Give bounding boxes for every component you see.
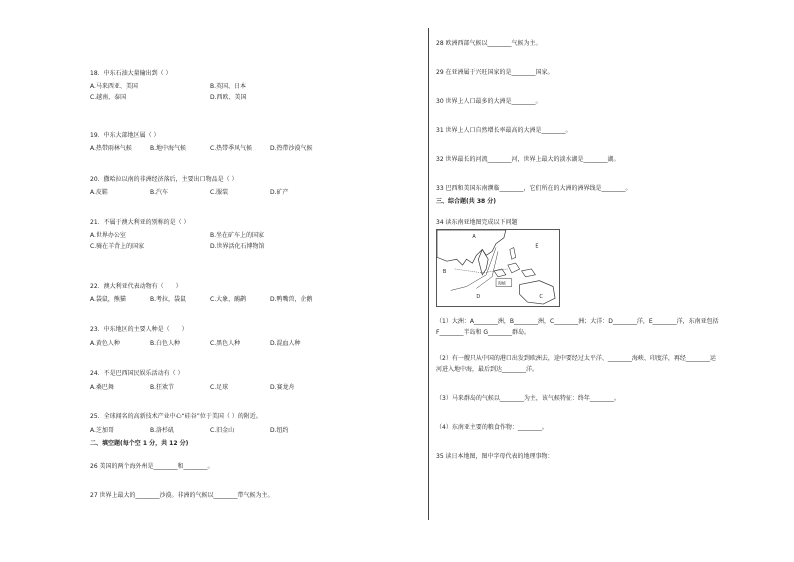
option-19-b: B.地中海气候 bbox=[150, 145, 187, 152]
question-30: 30 世界上人口最多的大洲是________。 bbox=[436, 98, 542, 105]
question-24: 24．不是巴西国民娱乐活动有（ ） bbox=[90, 370, 184, 377]
question-18: 18．中东石油大量输出到（ ） bbox=[90, 70, 172, 77]
question-19: 19．中东大部地区属（ ） bbox=[90, 132, 160, 139]
map-label-a: A bbox=[472, 233, 476, 240]
option-21-b: B.坐在矿车上的国家 bbox=[210, 232, 265, 239]
question-20: 20．撒哈拉以南的非洲经济落后，主要出口物品是（ ） bbox=[90, 176, 238, 183]
question-27: 27 世界上最大的________沙漠。非洲的气候以________带气候为主。 bbox=[90, 492, 274, 499]
option-18-b: B.英国、日本 bbox=[210, 83, 247, 90]
map-label-e: E bbox=[535, 243, 539, 250]
option-20-d: D.矿产 bbox=[270, 189, 289, 196]
option-21-a: A.世界办公室 bbox=[90, 232, 126, 239]
option-22-c: C.大象，鸸鹋 bbox=[210, 296, 247, 303]
option-24-a: A.桑巴舞 bbox=[90, 384, 114, 391]
option-19-d: D.热带沙漠气候 bbox=[270, 145, 313, 152]
option-20-a: A.皮鞋 bbox=[90, 189, 108, 196]
question-34-3: （3）马来群岛的气候以________为主，该气候特征：终年________。 bbox=[436, 395, 620, 402]
question-22: 22．澳大利亚代表动物有（ ） bbox=[90, 283, 182, 290]
option-23-b: B.白色人种 bbox=[150, 340, 181, 347]
question-25: 25．全球闻名的高新技术产业中心“硅谷”位于美国（ ）的附近。 bbox=[90, 413, 262, 420]
question-34: 34 读东南亚地图完成以下问题 bbox=[436, 219, 518, 226]
southeast-asia-map bbox=[436, 229, 560, 307]
column-divider bbox=[428, 28, 429, 520]
map-label-d: D bbox=[476, 294, 481, 301]
option-23-d: D.混血人种 bbox=[270, 340, 301, 347]
option-21-c: C.骑在羊背上的国家 bbox=[90, 243, 145, 250]
question-32: 32 世界最长的河流________河，世界上最大的淡水湖是________湖。 bbox=[436, 156, 620, 163]
option-23-c: C.黑色人种 bbox=[210, 340, 241, 347]
question-29: 29 在亚洲属于兴旺国家的是________国家。 bbox=[436, 69, 554, 76]
section-comprehensive-heading: 三、综合题(共 38 分) bbox=[436, 198, 497, 205]
question-28: 28 欧洲西部气候以________气候为主。 bbox=[436, 40, 542, 47]
map-label-c: C bbox=[539, 294, 543, 301]
question-34-2: （2）有一艘只从中国的港口出发到欧洲去，途中要经过太平洋、________海峡、印度洋，再经________运 bbox=[436, 355, 716, 362]
option-24-d: D.赛龙舟 bbox=[270, 384, 295, 391]
option-24-c: C.足球 bbox=[210, 384, 229, 391]
option-25-b: B.洛杉矶 bbox=[150, 427, 175, 434]
question-34-1: （1）大洲：A________洲，B________洲，C________洲；大洋：D________洋，E________洋，东南亚包括 bbox=[436, 318, 719, 325]
question-33: 33 巴西和美国东南濒临________，它们所在的大洲的洲界线是________。 bbox=[436, 185, 632, 192]
question-35: 35 读日本地图，图中字母代表的地理事物： bbox=[436, 453, 554, 460]
question-26: 26 美国的两个海外州是________和________。 bbox=[90, 463, 214, 470]
option-25-a: A.芝加哥 bbox=[90, 427, 114, 434]
option-18-d: D.西欧、美国 bbox=[210, 94, 247, 101]
option-22-d: D.鸭嘴兽，企鹅 bbox=[270, 296, 313, 303]
map-label-b: B bbox=[442, 268, 447, 275]
question-34-2-cont: 河进入地中海，最后到达________洋。 bbox=[436, 366, 539, 373]
question-31: 31 世界上人口自然增长率最高的大洲是________。 bbox=[436, 127, 572, 134]
option-23-a: A.黄色人种 bbox=[90, 340, 120, 347]
option-25-d: D.纽约 bbox=[270, 427, 289, 434]
question-21: 21．不属于澳大利亚的别称的是（ ） bbox=[90, 219, 190, 226]
option-21-d: D.世界活化石博物馆 bbox=[210, 243, 265, 250]
option-18-c: C.越南、泰国 bbox=[90, 94, 127, 101]
option-25-c: C.旧金山 bbox=[210, 427, 235, 434]
option-22-a: A.袋鼠，熊猫 bbox=[90, 296, 126, 303]
question-23: 23．中东地区的主要人种是（ ） bbox=[90, 326, 188, 333]
option-19-a: A.热带雨林气候 bbox=[90, 145, 132, 152]
option-18-a: A.马来西亚、美国 bbox=[90, 83, 138, 90]
option-22-b: B.考拉，袋鼠 bbox=[150, 296, 187, 303]
option-24-b: B.狂欢节 bbox=[150, 384, 175, 391]
question-34-1-cont: F________半岛和 G________群岛。 bbox=[436, 329, 531, 336]
question-34-4: （4）东南亚主要的粮食作物：________。 bbox=[436, 424, 548, 431]
section-fill-in-heading: 二、填空题(每个空 1 分，共 12 分) bbox=[90, 440, 189, 447]
option-20-b: B.汽车 bbox=[150, 189, 169, 196]
option-20-c: C.服装 bbox=[210, 189, 229, 196]
option-19-c: C.热带季风气候 bbox=[210, 145, 253, 152]
map-label-strait: 海峡 bbox=[498, 280, 506, 286]
